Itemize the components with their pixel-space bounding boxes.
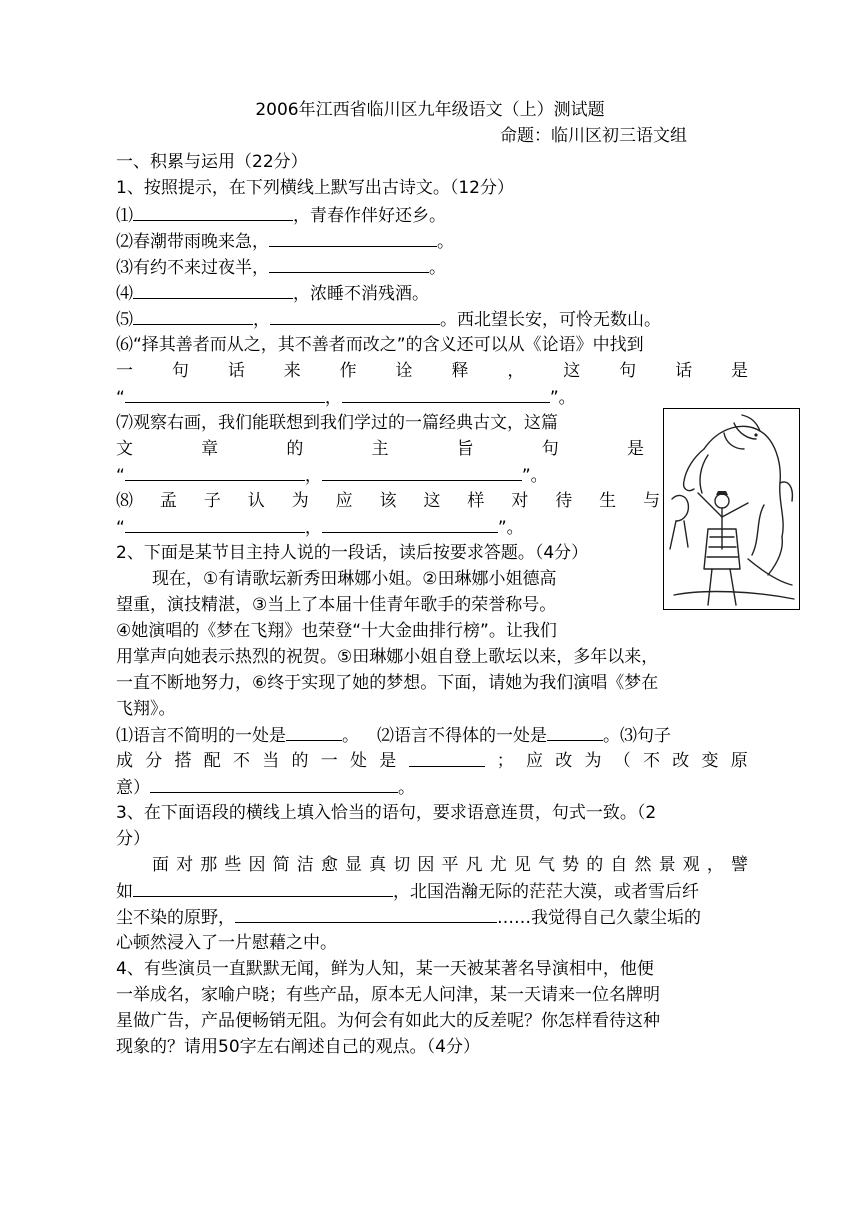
answer-blank[interactable]	[133, 203, 293, 221]
answer-blank[interactable]	[269, 229, 437, 247]
section-heading: 一、积累与运用（22分）	[116, 152, 308, 172]
q1-item-6-line2: 一 句 话 来 作 诠 释 ， 这 句 话 是	[116, 361, 748, 381]
q2-answer-line3: 意） 。	[116, 775, 748, 800]
answer-blank[interactable]	[150, 775, 398, 793]
q4-line: 现象的？请用50字左右阐述自己的观点。（4分）	[116, 1037, 480, 1057]
q1-item-8-line2: “ ， ”。	[116, 515, 644, 540]
horse-and-rider-drawing	[664, 409, 799, 609]
q2-passage-line: 飞翔》。	[116, 699, 176, 719]
answer-blank[interactable]	[125, 463, 305, 481]
q2-answer-line2: 成 分 搭 配 不 当 的 一 处 是 ； 应 改 为 （ 不 改 变 原	[116, 751, 748, 771]
q1-item-7-line1: ⑺观察右画，我们能联想到我们学过的一篇经典古文，这篇	[116, 413, 558, 433]
q3-stem: 3、在下面语段的横线上填入恰当的语句，要求语意连贯，句式一致。（2	[116, 803, 657, 823]
answer-blank[interactable]	[133, 281, 293, 299]
page-title: 2006年江西省临川区九年级语文（上）测试题	[255, 100, 605, 120]
q2-passage-line: 望重，演技精湛，③当上了本届十佳青年歌手的荣誉称号。	[116, 595, 557, 615]
q1-item-4: ⑷ ，浓睡不消残酒。	[116, 281, 748, 306]
answer-blank[interactable]	[270, 307, 440, 325]
answer-blank[interactable]	[269, 255, 429, 273]
q1-item-2: ⑵春潮带雨晚来急， 。	[116, 229, 748, 254]
answer-blank[interactable]	[547, 723, 603, 741]
q1-item-7-line2: 文 章 的 主 旨 句 是	[116, 439, 644, 459]
q3-passage-line3: 尘不染的原野， ……我觉得自己久蒙尘垢的	[116, 905, 748, 930]
q1-item-5: ⑸ ， 。西北望长安，可怜无数山。	[116, 307, 748, 332]
q4-line: 4、有些演员一直默默无闻，鲜为人知，某一天被某著名导演相中，他便	[116, 959, 654, 979]
q3-stem-cont: 分）	[116, 829, 150, 849]
q1-item-8-line1: ⑻ 孟 子 认 为 应 该 这 样 对 待 生 与	[116, 491, 661, 511]
q3-passage-line2: 如 ，北国浩瀚无际的茫茫大漠，或者雪后纤	[116, 879, 748, 904]
q4-line: 星做广告，产品便畅销无阻。为何会有如此大的反差呢？你怎样看待这种	[116, 1011, 660, 1031]
q2-passage-line: 用掌声向她表示热烈的祝贺。⑤田琳娜小姐自登上歌坛以来，多年以来，	[116, 647, 659, 667]
answer-blank[interactable]	[133, 307, 253, 325]
q1-item-6-line3: “ ， ”。	[116, 385, 748, 410]
answer-blank[interactable]	[322, 515, 498, 533]
q2-passage-line: 一直不断地努力，⑥终于实现了她的梦想。下面，请她为我们演唱《梦在	[116, 673, 659, 693]
q2-answer-line1: ⑴语言不简明的一处是 。 ⑵语言不得体的一处是 。⑶句子	[116, 723, 748, 748]
answer-blank[interactable]	[342, 385, 550, 403]
q1-item-7-line3: “ ， ”。	[116, 463, 644, 488]
q1-item-6-line1: ⑹“择其善者而从之，其不善者而改之”的含义还可以从《论语》中找到	[116, 335, 644, 355]
answer-blank[interactable]	[409, 749, 485, 767]
author-line: 命题：临川区初三语文组	[500, 126, 687, 146]
horse-illustration	[663, 408, 800, 610]
answer-blank[interactable]	[286, 723, 342, 741]
q2-stem: 2、下面是某节目主持人说的一段话，读后按要求答题。（4分）	[116, 543, 589, 563]
q2-passage-line: 现在，①有请歌坛新秀田琳娜小姐。②田琳娜小姐德高	[152, 569, 557, 589]
q1-stem: 1、按照提示，在下列横线上默写出古诗文。（12分）	[116, 178, 514, 198]
q3-passage-line1: 面 对 那 些 因 简 洁 愈 显 真 切 因 平 凡 尤 见 气 势 的 自 然 景 观 ， 譬	[152, 855, 748, 875]
q2-passage-line: ④她演唱的《梦在飞翔》也荣登“十大金曲排行榜”。让我们	[116, 621, 557, 641]
q4-line: 一举成名，家喻户晓；有些产品，原本无人问津，某一天请来一位名牌明	[116, 985, 660, 1005]
q1-item-1: ⑴ ，青春作伴好还乡。	[116, 203, 748, 228]
answer-blank[interactable]	[125, 385, 325, 403]
answer-blank[interactable]	[133, 879, 393, 897]
answer-blank[interactable]	[322, 463, 522, 481]
answer-blank[interactable]	[125, 515, 305, 533]
answer-blank[interactable]	[235, 905, 497, 923]
q1-item-3: ⑶有约不来过夜半， 。	[116, 255, 748, 280]
q3-passage-line4: 心顿然浸入了一片慰藉之中。	[116, 933, 337, 953]
